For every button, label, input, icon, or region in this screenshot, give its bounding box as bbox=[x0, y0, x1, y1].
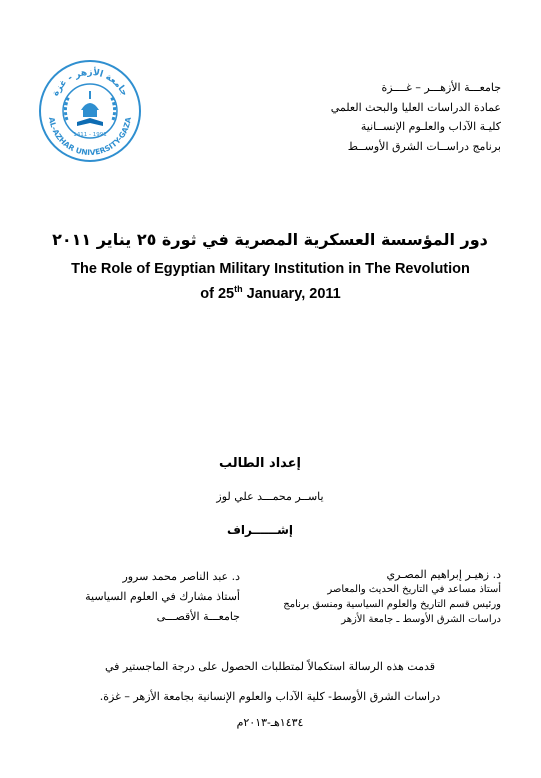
university-header bbox=[241, 78, 501, 156]
university-logo bbox=[37, 58, 143, 164]
title-en2-sup: th bbox=[234, 284, 243, 294]
supervisor-left-title2: جامعـــة الأقصـــى bbox=[156, 610, 240, 623]
supervisor-right-title3: دراسات الشرق الأوسط ـ جامعة الأزهر bbox=[341, 614, 501, 625]
supervisor-right-name: د. زهيـر إبراهيم المصـري bbox=[386, 568, 501, 581]
supervisor-left-title1: أستاذ مشارك في العلوم السياسية bbox=[85, 590, 240, 603]
supervisor-left bbox=[40, 567, 240, 627]
logo-bottom-text: AL-AZHAR UNIVERSITY-GAZA bbox=[47, 116, 133, 158]
header-faculty: كليـة الآداب والعلـوم الإنســانية bbox=[360, 120, 501, 133]
submission-statement-line1: قدمت هذه الرسالة استكمالاً لمتطلبات الحصول على درجة الماجستير في bbox=[104, 660, 436, 673]
prepared-by-label: إعداد الطالب bbox=[218, 456, 302, 471]
supervisor-right-title2: ورئيس قسم التاريخ والعلوم السياسية ومنسق برنامج bbox=[283, 599, 501, 610]
supervisor-left-name: د. عبد الناصر محمد سرور bbox=[122, 570, 240, 583]
logo-years: 1411 - 1991 bbox=[73, 132, 107, 138]
thesis-title-english-line2 bbox=[0, 286, 541, 302]
header-program: برنامج دراســات الشرق الأوســط bbox=[347, 139, 501, 153]
supervisor-right bbox=[271, 567, 501, 627]
university-seal-icon bbox=[37, 58, 143, 164]
submission-statement-line2: دراسات الشرق الأوسط- كلية الآداب والعلوم الإنسانية بجامعة الأزهر – غزة. bbox=[99, 690, 441, 703]
student-name: ياســر محمـــد علي لوز bbox=[216, 490, 324, 503]
header-deanship: عمادة الدراسات العليا والبحث العلمي bbox=[330, 100, 501, 114]
logo-ring-text: جامعة الأزهر - غزة bbox=[50, 67, 130, 98]
submission-date: ١٤٣٤هـ-٢٠١٣م bbox=[236, 716, 304, 729]
supervision-label: إشــــــراف bbox=[226, 523, 294, 537]
title-en2-post: January, 2011 bbox=[242, 286, 341, 302]
header-university-name: جامعـــة الأزهـــر – غــــزة bbox=[381, 81, 501, 94]
supervisor-right-title1: أستاذ مساعد في التاريخ الحديث والمعاصر bbox=[327, 584, 501, 595]
thesis-title-english-line1: The Role of Egyptian Military Institution in The Revolution bbox=[71, 261, 470, 277]
thesis-title-arabic: دور المؤسسة العسكرية المصرية في ثورة ٢٥ يناير ٢٠١١ bbox=[52, 230, 488, 249]
title-en2-pre: of 25 bbox=[200, 286, 235, 302]
